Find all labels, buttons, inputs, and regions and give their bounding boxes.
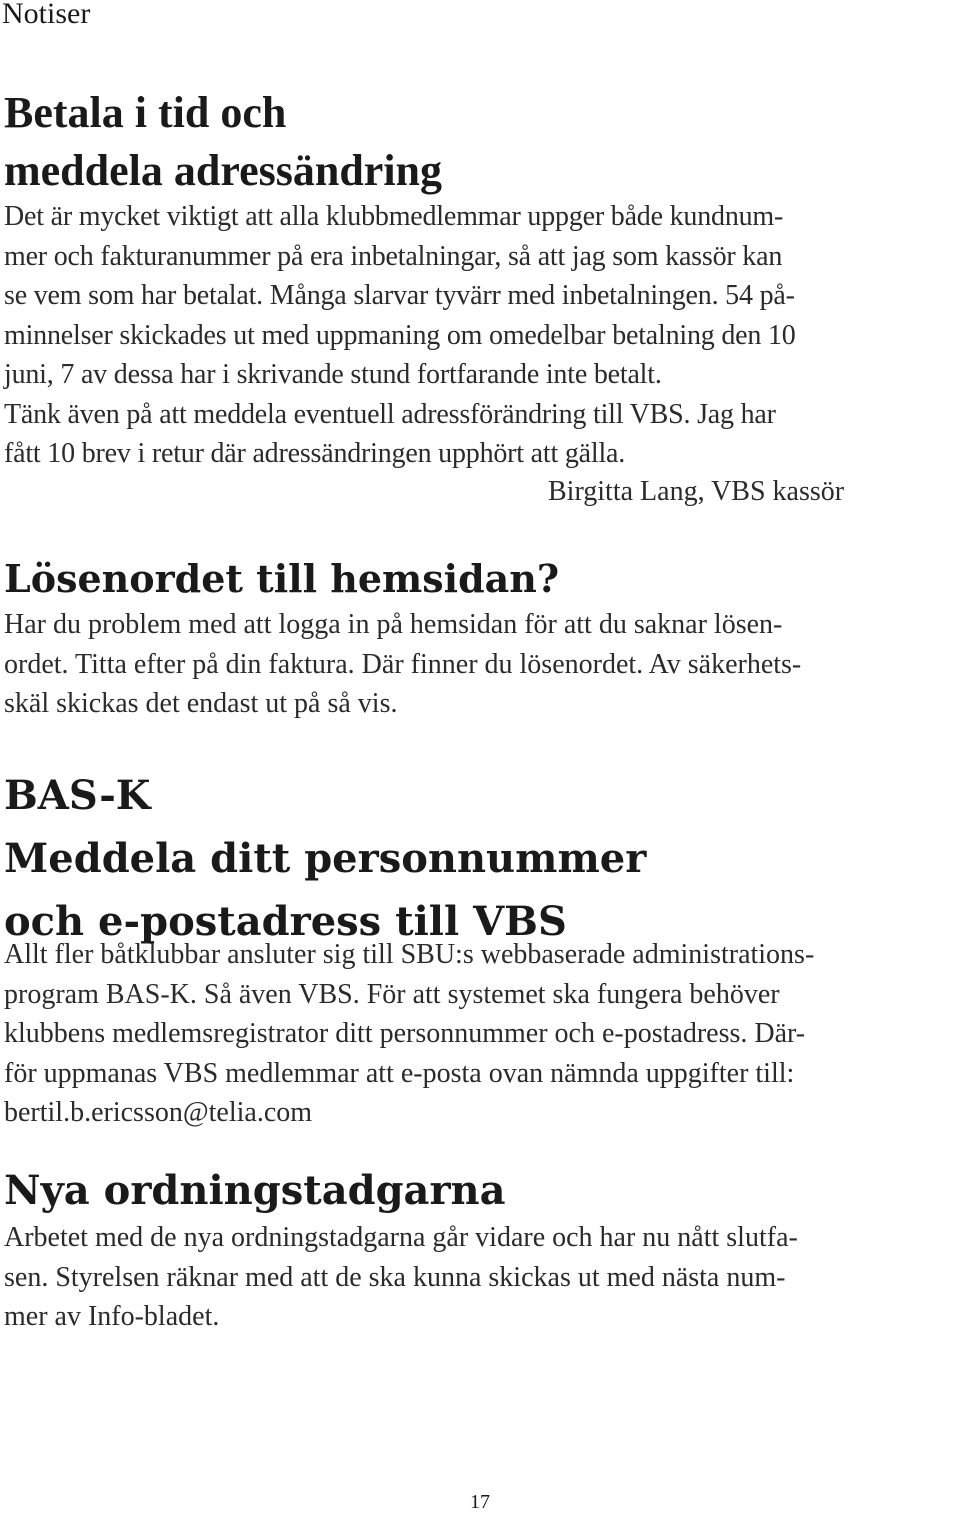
body-line: ordet. Titta efter på din faktura. Där finner du lösenordet. Av säkerhets- <box>4 648 802 680</box>
article-heading-ordningstadgar <box>4 1163 506 1219</box>
article-body-ordningstadgar <box>4 1218 798 1337</box>
body-line: Tänk även på att meddela eventuell adressförändring till VBS. Jag har <box>4 398 776 430</box>
heading-line: BAS-K <box>4 772 151 819</box>
body-line: Har du problem med att logga in på hemsidan för att du saknar lösen- <box>4 609 783 640</box>
heading-line: Lösenordet till hemsidan? <box>4 556 560 601</box>
body-line: mer och fakturanummer på era inbetalningar, så att jag som kassör kan <box>4 240 783 272</box>
page-number: 17 <box>470 1491 490 1513</box>
body-line: sen. Styrelsen räknar med att de ska kunna skickas ut med nästa num- <box>4 1261 786 1293</box>
body-line: klubbens medlemsregistrator ditt personnummer och e-postadress. Där- <box>4 1018 806 1049</box>
signature: Birgitta Lang, VBS kassör <box>548 476 845 507</box>
body-line: se vem som har betalat. Många slarvar tyvärr med inbetalningen. 54 på- <box>4 280 795 311</box>
body-line: för uppmanas VBS medlemmar att e-posta ovan nämnda uppgifter till: <box>4 1057 795 1089</box>
article-body-bas-k <box>4 935 814 1133</box>
heading-line: meddela adressändring <box>4 146 443 195</box>
body-line: fått 10 brev i retur där adressändringen upphört att gälla. <box>4 438 626 469</box>
body-line: minnelser skickades ut med uppmaning om omedelbar betalning den 10 <box>4 319 796 351</box>
body-line: Det är mycket viktigt att alla klubbmedlemmar uppger både kundnum- <box>4 201 784 232</box>
section-label: Notiser <box>2 0 91 30</box>
body-line: program BAS-K. Så även VBS. För att systemet ska fungera behöver <box>4 978 780 1010</box>
article-heading-losenord <box>4 552 559 606</box>
heading-line: Nya ordningstadgarna <box>4 1167 506 1214</box>
heading-line: Betala i tid och <box>4 88 287 137</box>
article-heading-bas-k <box>4 764 646 953</box>
heading-line: Meddela ditt personnummer <box>4 835 647 882</box>
body-line: Allt fler båtklubbar ansluter sig till SBU:s webbaserade administrations- <box>4 939 815 970</box>
body-line: juni, 7 av dessa har i skrivande stund fortfarande inte betalt. <box>4 359 662 390</box>
article-body-betala <box>4 197 796 474</box>
heading-line: och e-postadress till VBS <box>4 898 567 945</box>
email-link[interactable]: bertil.b.ericsson@telia.com <box>4 1097 313 1128</box>
body-line: Arbetet med de nya ordningstadgarna går vidare och har nu nått slutfa- <box>4 1222 798 1253</box>
email-line <box>4 1093 814 1133</box>
body-line: skäl skickas det endast ut på så vis. <box>4 688 398 719</box>
article-heading-betala <box>4 84 442 200</box>
body-line: mer av Info-bladet. <box>4 1301 220 1332</box>
article-body-losenord <box>4 605 801 724</box>
